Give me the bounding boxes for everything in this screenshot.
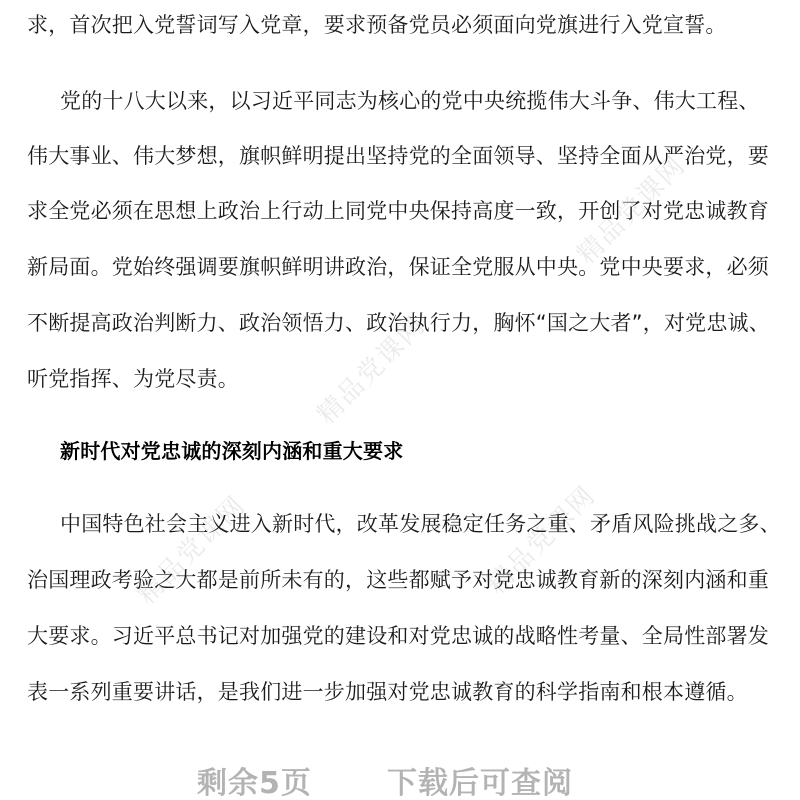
paragraph-line: 大要求。习近平总书记对加强党的建设和对党忠诚的战略性考量、全局性部署发 (27, 624, 769, 648)
watermark: 精品党课网 (311, 310, 432, 431)
paragraph-line: 听党指挥、为党尽责。 (27, 367, 239, 391)
watermark: 精品党课网 (131, 490, 252, 611)
paragraph-line: 求，首次把入党誓词写入党章，要求预备党员必须面向党旗进行入党宣誓。 (27, 13, 727, 37)
download-to-view-link[interactable]: 下载后可查阅 (387, 766, 573, 800)
paragraph-line: 伟大事业、伟大梦想，旗帜鲜明提出坚持党的全面领导、坚持全面从严治党，要 (27, 144, 769, 168)
paragraph-line: 求全党必须在思想上政治上行动上同党中央保持高度一致，开创了对党忠诚教育 (27, 199, 769, 223)
watermark: 精品党课网 (571, 150, 692, 271)
paragraph-line: 治国理政考验之大都是前所未有的，这些都赋予对党忠诚教育新的深刻内涵和重 (27, 568, 769, 592)
section-heading: 新时代对党忠诚的深刻内涵和重大要求 (60, 439, 404, 463)
paragraph-line: 不断提高政治判断力、政治领悟力、政治执行力，胸怀“国之大者”，对党忠诚、 (27, 311, 770, 335)
watermark: 精品党课网 (481, 480, 602, 601)
paragraph-line: 表一系列重要讲话，是我们进一步加强对党忠诚教育的科学指南和根本遵循。 (27, 680, 748, 704)
paragraph-line: 中国特色社会主义进入新时代，改革发展稳定任务之重、矛盾风险挑战之多、 (60, 512, 781, 536)
remaining-pages-label: 剩余5页 (197, 766, 312, 800)
paragraph-line: 新局面。党始终强调要旗帜鲜明讲政治，保证全党服从中央。党中央要求，必须 (27, 255, 769, 279)
paragraph-line: 党的十八大以来，以习近平同志为核心的党中央统揽伟大斗争、伟大工程、 (60, 89, 760, 113)
